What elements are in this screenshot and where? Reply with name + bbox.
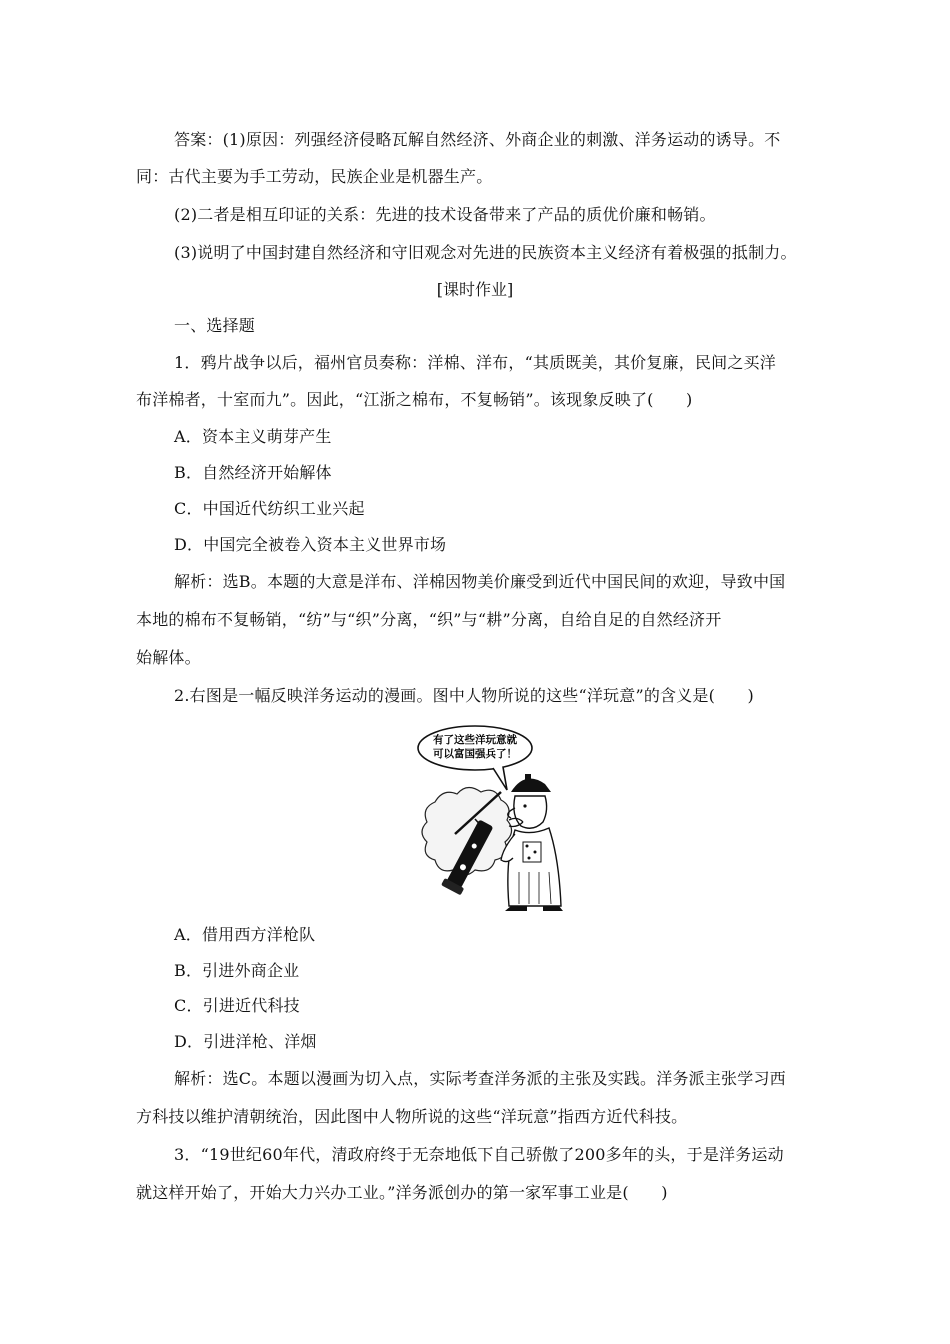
q1-explanation-line-1: 解析：选B。本题的大意是洋布、洋棉因物美价廉受到近代中国民间的欢迎，导致中国 [174,572,786,591]
q1-option-a: A．资本主义萌芽产生 [174,427,332,446]
part-title: 一、选择题 [174,316,256,335]
q1-explanation-line-2: 本地的棉布不复畅销，“纺”与“织”分离，“织”与“耕”分离，自给自足的自然经济开 [136,610,722,629]
q2-option-b: B．引进外商企业 [174,961,300,980]
q3-stem-line-2: 就这样开始了，开始大力兴办工业。”洋务派创办的第一家军事工业是( ) [136,1183,668,1202]
q1-stem-line-1: 1．鸦片战争以后，福州官员奏称：洋棉、洋布，“其质既美，其价复廉，民间之买洋 [174,353,776,372]
answer-line-1: 答案：(1)原因：列强经济侵略瓦解自然经济、外商企业的刺激、洋务运动的诱导。不 [174,130,781,149]
q3-stem-line-1: 3．“19世纪60年代，清政府终于无奈地低下自己骄傲了200多年的头，于是洋务运动 [174,1145,784,1164]
answer-line-3: (2)二者是相互印证的关系：先进的技术设备带来了产品的质优价廉和畅销。 [174,205,716,224]
cartoon-illustration [415,722,630,912]
q2-explanation-line-2: 方科技以维护清朝统治，因此图中人物所说的这些“洋玩意”指西方近代科技。 [136,1107,688,1126]
answer-line-2: 同：古代主要为手工劳动，民族企业是机器生产。 [136,167,493,186]
q1-option-d: D．中国完全被卷入资本主义世界市场 [174,535,447,554]
q2-option-d: D．引进洋枪、洋烟 [174,1032,317,1051]
q2-option-c: C．引进近代科技 [174,996,300,1015]
q2-option-a: A．借用西方洋枪队 [174,925,316,944]
q2-stem: 2.右图是一幅反映洋务运动的漫画。图中人物所说的这些“洋玩意”的含义是( ) [174,686,754,705]
bubble-line-1: 有了这些洋玩意就 [433,734,517,746]
q1-stem-line-2: 布洋棉者，十室而九”。因此，“江浙之棉布，不复畅销”。该现象反映了( ) [136,390,693,409]
q1-option-b: B．自然经济开始解体 [174,463,332,482]
official-figure [501,774,563,911]
answer-line-4: (3)说明了中国封建自然经济和守旧观念对先进的民族资本主义经济有着极强的抵制力。 [174,243,797,262]
section-title: [课时作业] [436,280,514,299]
bubble-line-2: 可以富国强兵了！ [433,748,517,760]
q2-explanation-line-1: 解析：选C。本题以漫画为切入点，实际考查洋务派的主张及实践。洋务派主张学习西 [174,1069,786,1088]
q1-explanation-line-3: 始解体。 [136,648,201,667]
q1-option-c: C．中国近代纺织工业兴起 [174,499,365,518]
